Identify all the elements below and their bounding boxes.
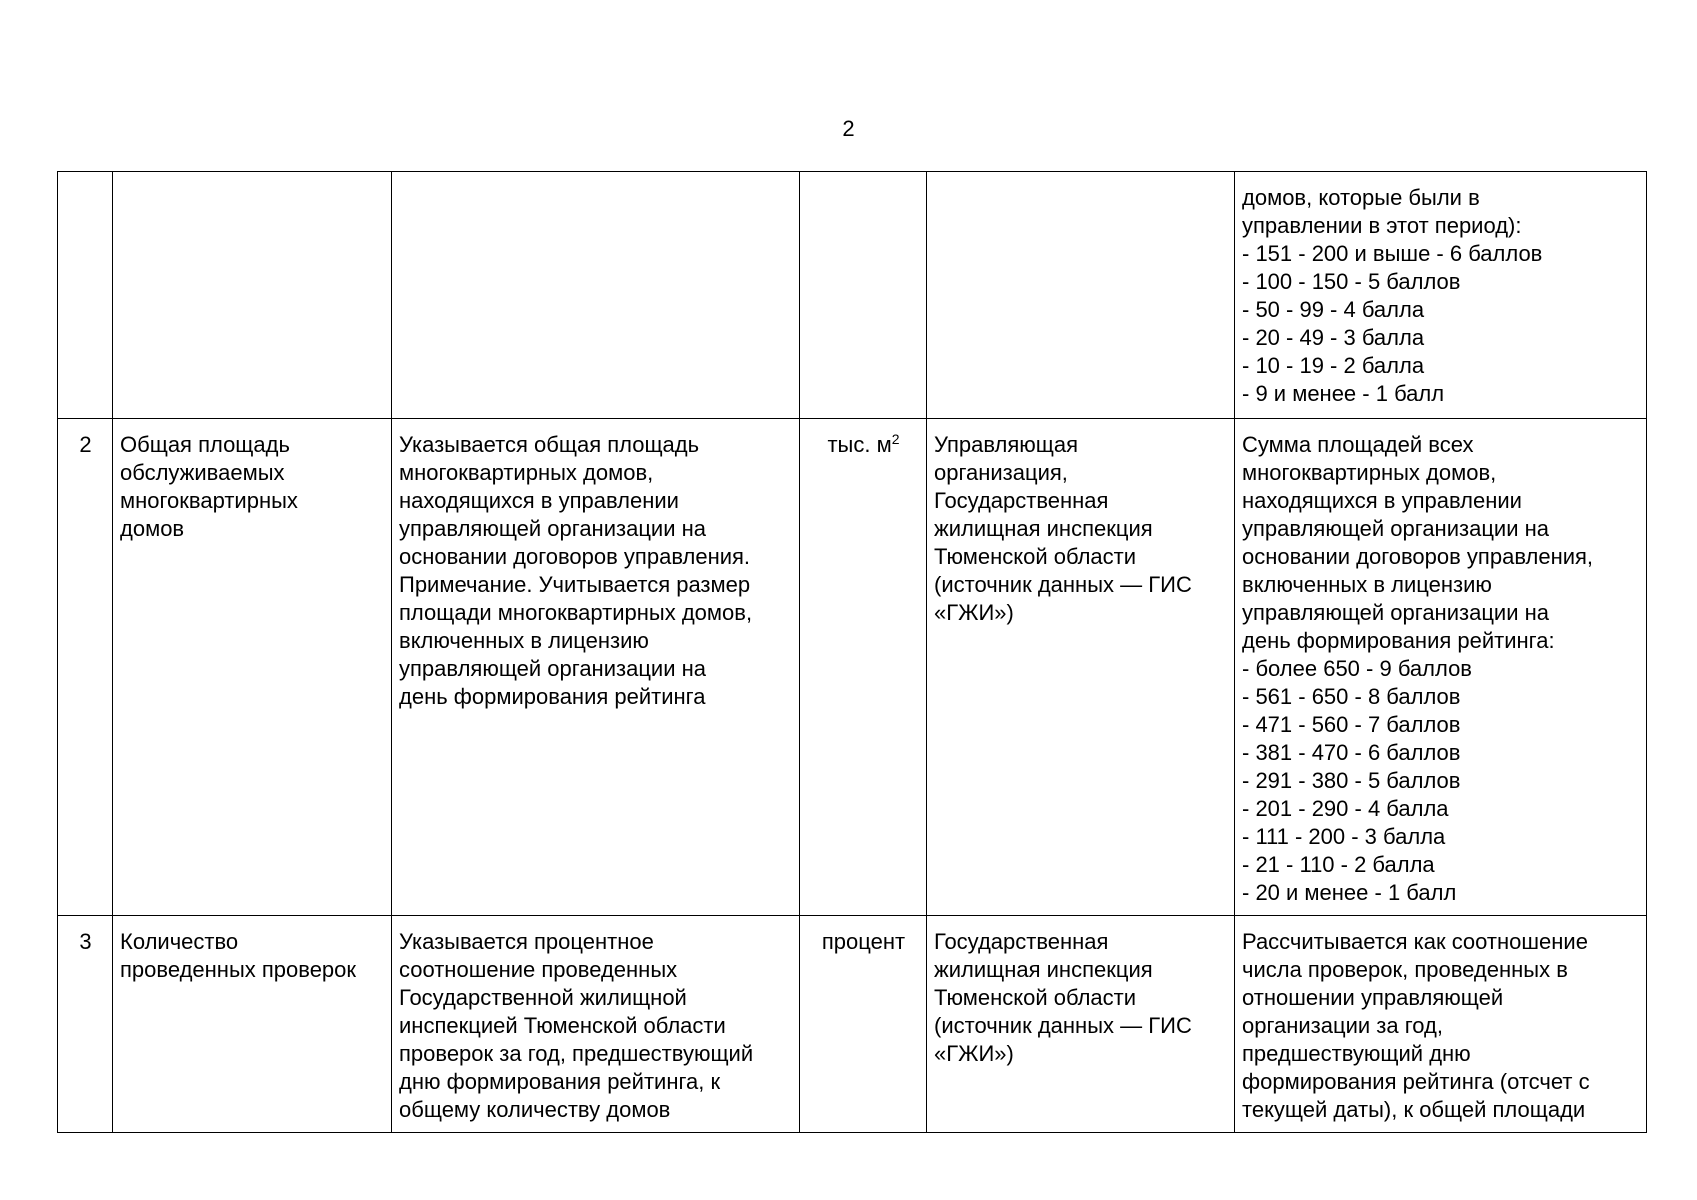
cell-indicator-name <box>113 419 392 916</box>
cell-text-line: управляющей организации на <box>1242 600 1549 625</box>
cell-indicator-name <box>113 172 392 419</box>
cell-data-source <box>927 172 1235 419</box>
cell-text-line: формирования рейтинга (отсчет с <box>1242 1069 1590 1094</box>
cell-unit <box>800 419 927 916</box>
cell-calculation <box>1235 172 1647 419</box>
cell-text-line: Государственной жилищной <box>399 985 687 1010</box>
cell-text-line: управлении в этот период): <box>1242 213 1522 238</box>
cell-data-source <box>927 419 1235 916</box>
cell-text-line: числа проверок, проведенных в <box>1242 957 1568 982</box>
table-row <box>58 172 1647 419</box>
cell-text-line: площади многоквартирных домов, <box>399 600 753 625</box>
cell-text-line: - 10 - 19 - 2 балла <box>1242 353 1425 378</box>
cell-number <box>58 916 113 1133</box>
cell-number <box>58 419 113 916</box>
cell-text-line: находящихся в управлении <box>399 488 679 513</box>
cell-text-line: включенных в лицензию <box>1242 572 1492 597</box>
cell-text-line: многоквартирных <box>120 488 298 513</box>
cell-text-line: многоквартирных домов, <box>399 460 654 485</box>
cell-text-line: основании договоров управления, <box>1242 544 1594 569</box>
cell-text-line: организация, <box>934 460 1068 485</box>
cell-text-line: - 561 - 650 - 8 баллов <box>1242 684 1461 709</box>
cell-description <box>392 172 800 419</box>
cell-text-line: дню формирования рейтинга, к <box>399 1069 721 1094</box>
cell-text-line: находящихся в управлении <box>1242 488 1522 513</box>
unit-superscript: 2 <box>891 431 900 447</box>
cell-text-line: - 291 - 380 - 5 баллов <box>1242 768 1461 793</box>
cell-text-line: «ГЖИ») <box>934 1041 1014 1066</box>
cell-text-line: соотношение проведенных <box>399 957 678 982</box>
row-number: 2 <box>79 432 92 457</box>
cell-number <box>58 172 113 419</box>
cell-text-line: Указывается общая площадь <box>399 432 700 457</box>
table-row <box>58 419 1647 916</box>
cell-text-line: (источник данных — ГИС <box>934 572 1192 597</box>
cell-text-line: предшествующий дню <box>1242 1041 1471 1066</box>
cell-text-line: управляющей организации на <box>399 656 706 681</box>
cell-text-line: Тюменской области <box>934 985 1137 1010</box>
cell-text-line: жилищная инспекция <box>934 516 1153 541</box>
cell-text-line: многоквартирных домов, <box>1242 460 1497 485</box>
cell-text-line: Количество <box>120 929 239 954</box>
cell-text-line: - 471 - 560 - 7 баллов <box>1242 712 1461 737</box>
cell-text-line: обслуживаемых <box>120 460 285 485</box>
cell-indicator-name <box>113 916 392 1133</box>
cell-text-line: Государственная <box>934 488 1109 513</box>
cell-text-line: - 381 - 470 - 6 баллов <box>1242 740 1461 765</box>
cell-text-line: - 50 - 99 - 4 балла <box>1242 297 1425 322</box>
cell-text-line: основании договоров управления. <box>399 544 751 569</box>
cell-text-line: жилищная инспекция <box>934 957 1153 982</box>
unit-text: тыс. м <box>827 432 892 457</box>
cell-text-line: - 111 - 200 - 3 балла <box>1242 824 1446 849</box>
cell-text-line: проведенных проверок <box>120 957 357 982</box>
cell-text-line: Рассчитывается как соотношение <box>1242 929 1588 954</box>
cell-text-line: Примечание. Учитывается размер <box>399 572 751 597</box>
cell-text-line: (источник данных — ГИС <box>934 1013 1192 1038</box>
row-number: 3 <box>79 929 92 954</box>
cell-unit <box>800 916 927 1133</box>
cell-text-line: - 20 - 49 - 3 балла <box>1242 325 1425 350</box>
cell-text-line: - 100 - 150 - 5 баллов <box>1242 269 1461 294</box>
cell-description <box>392 419 800 916</box>
cell-text-line: инспекцией Тюменской области <box>399 1013 726 1038</box>
cell-text-line: Указывается процентное <box>399 929 654 954</box>
cell-data-source <box>927 916 1235 1133</box>
cell-text-line: проверок за год, предшествующий <box>399 1041 754 1066</box>
cell-text-line: Тюменской области <box>934 544 1137 569</box>
cell-calculation <box>1235 419 1647 916</box>
cell-text-line: Общая площадь <box>120 432 290 457</box>
indicator-table <box>57 171 1647 1133</box>
unit-text: процент <box>821 929 906 954</box>
cell-text-line: управляющей организации на <box>1242 516 1549 541</box>
cell-text-line: отношении управляющей <box>1242 985 1504 1010</box>
cell-text-line: день формирования рейтинга <box>399 684 706 709</box>
cell-text-line: - 201 - 290 - 4 балла <box>1242 796 1449 821</box>
cell-text-line: Сумма площадей всех <box>1242 432 1474 457</box>
cell-text-line: Управляющая <box>934 432 1079 457</box>
cell-calculation <box>1235 916 1647 1133</box>
cell-text-line: - 20 и менее - 1 балл <box>1242 880 1457 905</box>
cell-text-line: домов, которые были в <box>1242 185 1480 210</box>
cell-text-line: текущей даты), к общей площади <box>1242 1097 1586 1122</box>
cell-text-line: организации за год, <box>1242 1013 1443 1038</box>
cell-text-line: домов <box>120 516 185 541</box>
cell-description <box>392 916 800 1133</box>
cell-text-line: день формирования рейтинга: <box>1242 628 1555 653</box>
cell-text-line: - 9 и менее - 1 балл <box>1242 381 1445 406</box>
table-row <box>58 916 1647 1133</box>
page-number: 2 <box>842 116 855 141</box>
cell-text-line: управляющей организации на <box>399 516 706 541</box>
cell-unit <box>800 172 927 419</box>
cell-text-line: - более 650 - 9 баллов <box>1242 656 1472 681</box>
cell-text-line: - 21 - 110 - 2 балла <box>1242 852 1435 877</box>
cell-text-line: включенных в лицензию <box>399 628 649 653</box>
cell-text-line: Государственная <box>934 929 1109 954</box>
cell-text-line: - 151 - 200 и выше - 6 баллов <box>1242 241 1543 266</box>
cell-text-line: общему количеству домов <box>399 1097 671 1122</box>
cell-text-line: «ГЖИ») <box>934 600 1014 625</box>
